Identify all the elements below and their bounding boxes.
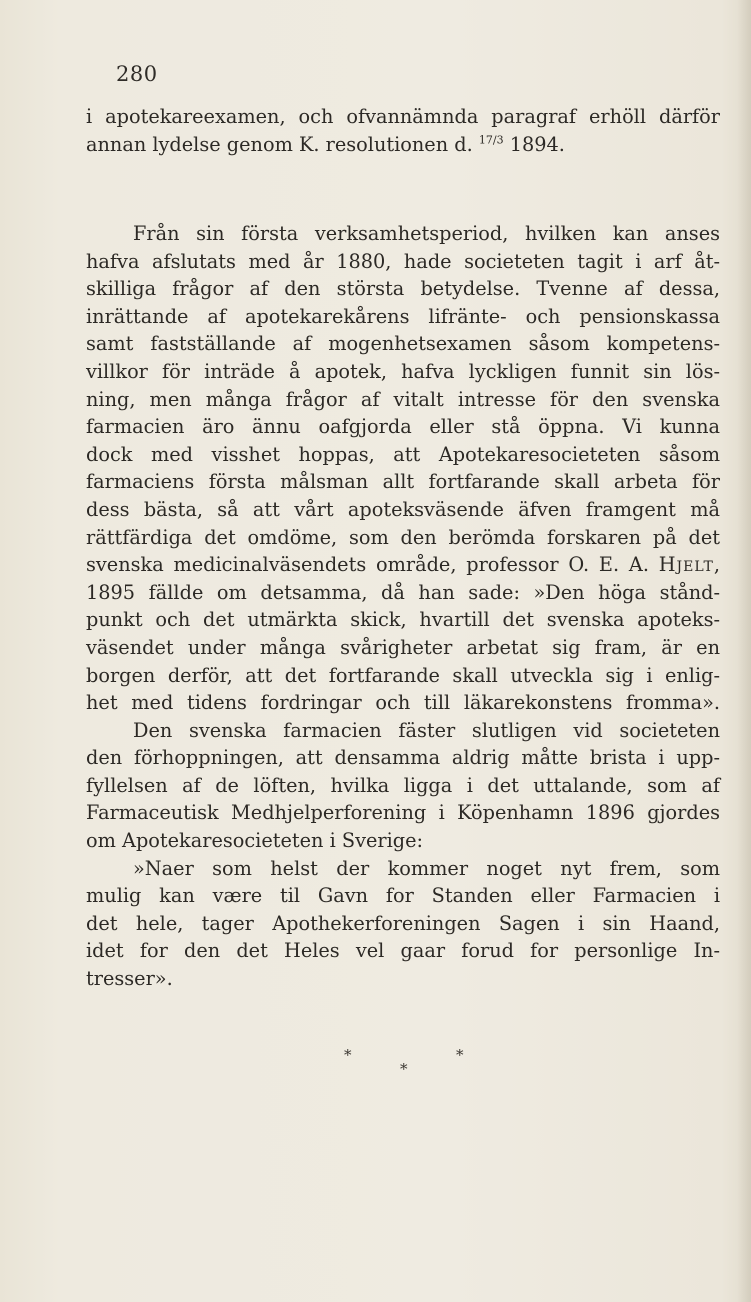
- text-line: Den svenska farmacien fäster slutligen vid societeten: [133, 718, 720, 742]
- asterisk: *: [456, 1046, 464, 1064]
- author-name-smallcaps: Hjelt: [658, 553, 714, 577]
- text-line: dess bästa, så att vårt apoteksväsende äfven framgent må: [86, 497, 720, 521]
- text-line: 1895 fällde om detsamma, då han sade: »Den höga stånd-: [86, 580, 720, 604]
- asterisk: *: [344, 1046, 352, 1064]
- text-line: i apotekareexamen, och ofvannämnda paragraf erhöll därför: [86, 105, 720, 128]
- paragraph-2: [86, 220, 720, 993]
- quote-line: idet for den det Heles vel gaar forud for personlige In-: [86, 939, 720, 963]
- text-line: farmacien äro ännu oafgjorda eller stå öppna. Vi kunna: [86, 415, 720, 439]
- text-line: inrättande af apotekarekårens lifränte- och pensionskassa: [86, 304, 720, 328]
- page-number: 280: [116, 62, 158, 86]
- text-line: fyllelsen af de löften, hvilka ligga i det uttalande, som af: [86, 773, 720, 797]
- text-line: skilliga frågor af den största betydelse. Tvenne af dessa,: [86, 277, 720, 301]
- text-line: samt fastställande af mogenhetsexamen såsom kompetens-: [86, 332, 720, 356]
- text-line-part: 1894.: [503, 132, 565, 156]
- text-line: punkt och det utmärkta skick, hvartill det svenska apoteks-: [86, 608, 720, 632]
- text-line: Farmaceutisk Medhjelperforening i Köpenhamn 1896 gjordes: [86, 801, 720, 825]
- text-line: dock med visshet hoppas, att Apotekaresocieteten såsom: [86, 442, 720, 466]
- quote-line: »Naer som helst der kommer noget nyt frem, som: [133, 856, 720, 880]
- text-line: rättfärdiga det omdöme, som den berömda forskaren på det: [86, 525, 720, 549]
- quote-line: det hele, tager Apothekerforeningen Sagen i sin Haand,: [86, 911, 720, 935]
- text-line: borgen derför, att det fortfarande skall utveckla sig i enlig-: [86, 663, 720, 687]
- asterism-ornament: [330, 1046, 490, 1086]
- text-line: [86, 131, 720, 159]
- text-line: [86, 551, 720, 579]
- text-line: om Apotekaresocieteten i Sverige:: [86, 829, 424, 853]
- quote-line: tresser».: [86, 967, 173, 991]
- text-line: farmaciens första målsman allt fortfarande skall arbeta för: [86, 470, 720, 494]
- asterisk: *: [400, 1060, 408, 1078]
- paragraph-1: [86, 103, 720, 158]
- text-line-part: ,: [713, 553, 720, 577]
- date-fraction: 17/3: [478, 133, 504, 147]
- quote-line: mulig kan være til Gavn for Standen eller Farmacien i: [86, 884, 720, 908]
- text-line: het med tidens fordringar och till läkarekonstens fromma».: [86, 691, 720, 715]
- text-line: Från sin första verksamhetsperiod, hvilken kan anses: [133, 222, 720, 245]
- text-line-part: annan lydelse genom K. resolutionen d.: [86, 132, 479, 156]
- text-line: den förhoppningen, att densamma aldrig måtte brista i upp-: [86, 746, 720, 770]
- page-edge-shadow: [737, 0, 751, 1302]
- text-line: ning, men många frågor af vitalt intresse för den svenska: [86, 387, 720, 411]
- text-line-part: svenska medicinalväsendets område, professor O. E. A.: [86, 553, 659, 577]
- text-line: villkor för inträde å apotek, hafva lyckligen funnit sin lös-: [86, 359, 720, 383]
- text-line: hafva afslutats med år 1880, hade societeten tagit i arf åt-: [86, 249, 720, 273]
- text-line: väsendet under många svårigheter arbetat sig fram, är en: [86, 635, 720, 659]
